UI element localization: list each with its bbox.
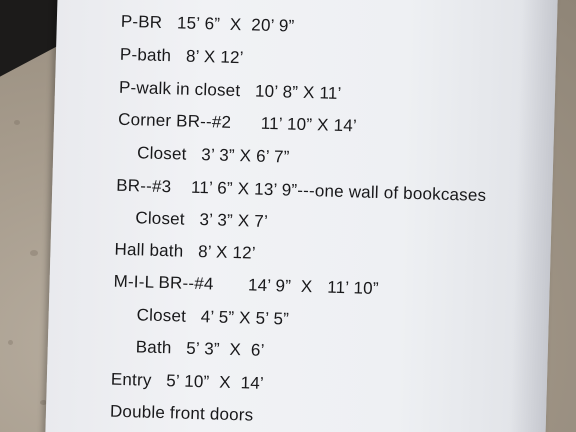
floor-texture-spot xyxy=(8,340,13,345)
paper-sheet xyxy=(45,0,558,432)
floor-texture-spot xyxy=(30,250,38,256)
room-line-closet-2: Closet 3’ 3” X 6’ 7” xyxy=(136,143,290,167)
room-line-closet-4: Closet 4’ 5” X 5’ 5” xyxy=(136,305,290,329)
room-line-primary-bath: P-bath 8’ X 12’ xyxy=(119,44,244,68)
room-line-mil-bedroom: M-I-L BR--#4 14’ 9” X 11’ 10” xyxy=(113,271,379,299)
room-line-front-doors: Double front doors xyxy=(109,401,254,425)
paper-shadow-edge xyxy=(508,0,557,432)
room-line-bath-4: Bath 5’ 3” X 6’ xyxy=(135,337,265,360)
room-line-primary-bedroom: P-BR 15’ 6” X 20’ 9” xyxy=(120,11,295,36)
room-line-hall-bath: Hall bath 8’ X 12’ xyxy=(114,239,257,263)
room-line-bedroom-3: BR--#3 11’ 6” X 13’ 9”---one wall of bookcases xyxy=(116,175,487,206)
room-line-entry: Entry 5’ 10” X 14’ xyxy=(110,369,265,393)
room-line-closet-3: Closet 3’ 3” X 7’ xyxy=(135,208,269,231)
room-line-corner-bedroom: Corner BR--#2 11’ 10” X 14’ xyxy=(117,109,358,136)
floor-texture-spot xyxy=(14,120,20,125)
room-line-walk-in-closet: P-walk in closet 10’ 8” X 11’ xyxy=(118,77,342,103)
